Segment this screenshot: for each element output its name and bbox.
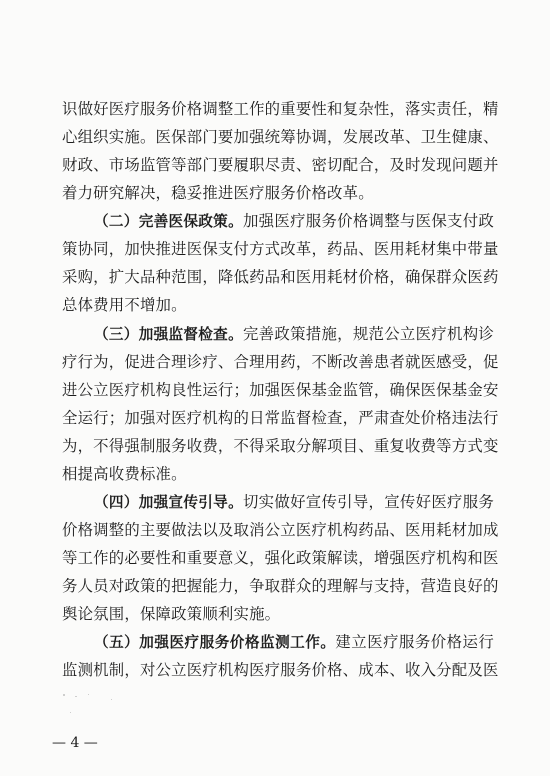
section-4-line-4: 务人员对政策的把握能力，争取群众的理解与支持，营造良好的: [62, 577, 499, 595]
paragraph-1-line-1: 识做好医疗服务价格调整工作的重要性和复杂性，落实责任，精: [62, 100, 499, 118]
scan-speck: [88, 694, 89, 695]
section-2-line-3: 采购，扩大品种范围，降低药品和医用耗材价格，确保群众医药: [62, 268, 499, 286]
section-3-line-3: 进公立医疗机构良性运行；加强医保基金监管，确保医保基金安: [62, 381, 499, 399]
section-4-heading: （四）加强宣传引导。: [94, 494, 243, 511]
section-2-heading: （二）完善医保政策。: [94, 213, 243, 230]
section-5-heading: （五）加强医疗服务价格监测工作。: [94, 634, 336, 651]
section-4-line-2: 价格调整的主要做法以及取消公立医疗机构药品、医用耗材加成: [62, 521, 499, 539]
paragraph-1-line-3: 财政、市场监管等部门要履职尽责、密切配合，及时发现问题并: [62, 156, 499, 174]
section-4-body-start: 切实做好宣传引导，宣传好医疗服务: [242, 493, 494, 511]
paragraph-1-line-4: 着力研究解决，稳妥推进医疗服务价格改革。: [62, 184, 374, 202]
scan-speck: [63, 694, 65, 696]
section-2-line-2: 策协同，加快推进医保支付方式改革，药品、医用耗材集中带量: [62, 240, 499, 258]
section-3-first-line: [94, 322, 494, 346]
scan-speck: [75, 696, 77, 697]
section-3-heading: （三）加强监督检查。: [94, 326, 243, 343]
section-3-line-2: 疗行为，促进合理诊疗、合理用药，不断改善患者就医感受，促: [62, 353, 499, 371]
section-2-first-line: [94, 209, 494, 233]
section-5-line-2: 监测机制，对公立医疗机构医疗服务价格、成本、收入分配及医: [62, 661, 499, 679]
paragraph-1-line-2: 心组织实施。医保部门要加强统筹协调，发展改革、卫生健康、: [62, 128, 499, 146]
section-2-line-4: 总体费用不增加。: [62, 296, 187, 314]
section-3-body-start: 完善政策措施，规范公立医疗机构诊: [242, 325, 494, 343]
section-3-line-4: 全运行；加强对医疗机构的日常监督检查，严肃查处价格违法行: [62, 409, 499, 427]
section-3-line-6: 相提高收费标准。: [62, 465, 187, 483]
scan-speck: [70, 712, 71, 713]
section-4-line-3: 等工作的必要性和重要意义，强化政策解读，增强医疗机构和医: [62, 549, 499, 567]
section-5-first-line: [94, 630, 494, 654]
section-4-line-5: 舆论氛围，保障政策顺利实施。: [62, 605, 281, 623]
section-2-body-start: 加强医疗服务价格调整与医保支付政: [242, 212, 494, 230]
scan-speck: [111, 699, 112, 700]
section-3-line-5: 为，不得强制服务收费，不得采取分解项目、重复收费等方式变: [62, 437, 499, 455]
section-4-first-line: [94, 490, 494, 514]
section-5-body-start: 建立医疗服务价格运行: [335, 633, 494, 651]
page-number: — 4 —: [52, 735, 98, 751]
